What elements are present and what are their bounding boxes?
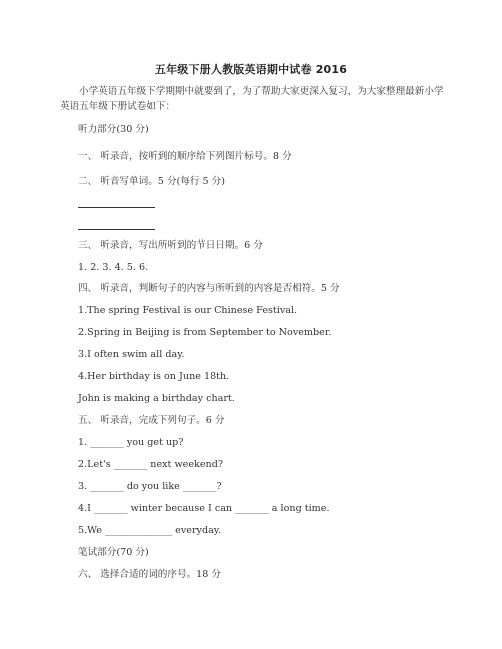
answer-blank-line	[78, 207, 155, 208]
document-title: 五年级下册人教版英语期中试卷 2016	[154, 63, 348, 76]
intro-paragraph: 小学英语五年级下学期期中就要到了，为了帮助大家更深入复习，为大家整理最新小学英语五年级下册试卷如下：	[60, 86, 444, 112]
question-5-item: 3. _______ do you like _______?	[78, 481, 222, 492]
question-5-item: 5.We ______________ everyday.	[78, 525, 222, 536]
question-5-heading: 五、 听录音，完成下列句子。6 分	[78, 415, 225, 426]
question-4-item: John is making a birthday chart.	[78, 393, 235, 404]
question-4-heading: 四、 听录音，判断句子的内容与所听到的内容是否相符。5 分	[78, 283, 340, 294]
question-3-heading: 三、 听录音，写出所听到的节日日期。6 分	[78, 240, 263, 251]
question-4-item: 1.The spring Festival is our Chinese Festival.	[78, 305, 298, 316]
question-4-item: 2.Spring in Beijing is from September to November.	[78, 327, 332, 338]
question-2-heading: 二、 听音写单词。5 分(每行 5 分)	[78, 176, 226, 187]
question-4-item: 3.I often swim all day.	[78, 349, 185, 360]
section-listening-heading: 听力部分(30 分)	[78, 124, 149, 135]
question-3-numbers: 1. 2. 3. 4. 5. 6.	[78, 262, 149, 273]
question-5-item: 2.Let's _______ next weekend?	[78, 459, 223, 470]
question-5-item: 1. _______ you get up?	[78, 437, 184, 448]
question-1-heading: 一、 听录音，按听到的顺序给下列图片标号。8 分	[78, 151, 292, 162]
question-5-item: 4.I _______ winter because I can _______ a long time.	[78, 503, 330, 514]
answer-blank-line	[78, 229, 155, 230]
question-4-item: 4.Her birthday is on June 18th.	[78, 371, 230, 382]
question-6-heading: 六、 选择合适的词的序号。18 分	[78, 569, 222, 580]
section-written-heading: 笔试部分(70 分)	[78, 547, 149, 558]
